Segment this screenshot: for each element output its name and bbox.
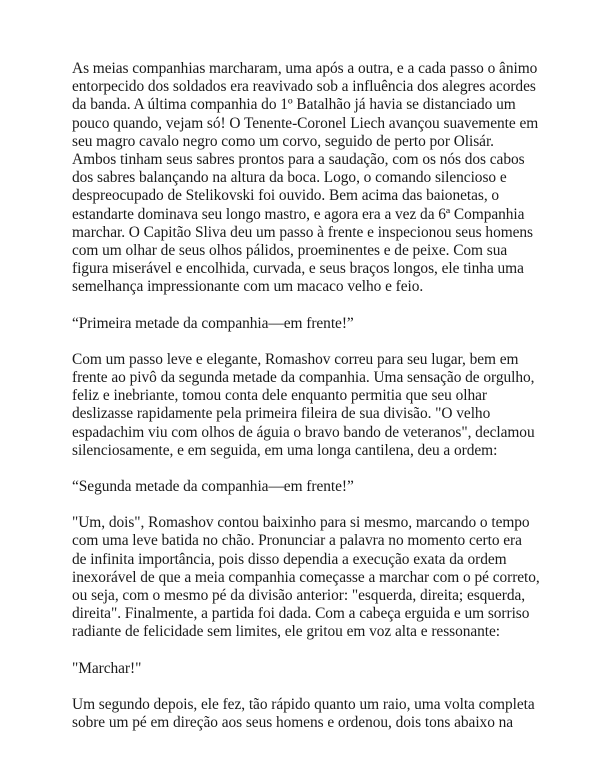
paragraph-3: Com um passo leve e elegante, Romashov correu para seu lugar, bem em frente ao pivô da segunda metade da companhia. Uma sensação de orgulho, feliz e inebriante, tomou conta dele enquanto permitia que seu olhar deslizasse rapidamente pela primeira fileira de sua divisão. "O velho espadachim viu com olhos de águia o bravo bando de veteranos", declamou silenciosamente, e em seguida, em uma longa cantilena, deu a ordem: <box>72 350 535 459</box>
document-page <box>72 60 540 750</box>
paragraph-7: Um segundo depois, ele fez, tão rápido quanto um raio, uma volta completa sobre um pé em direção aos seus homens e ordenou, dois tons abaixo na <box>72 695 535 732</box>
paragraph-1: As meias companhias marcharam, uma após a outra, e a cada passo o ânimo entorpecido dos soldados era reavivado sob a influência dos alegres acordes da banda. A última companhia do 1º Batalhão já havia se distanciado um pouco quando, vejam só! O Tenente-Coronel Liech avançou suavemente em seu magro cavalo negro como um corvo, seguido de perto por Olisár. Ambos tinham seus sabres prontos para a saudação, com os nós dos cabos dos sabres balançando na altura da boca. Logo, o comando silencioso e despreocupado de Stelikovski foi ouvido. Bem acima das baionetas, o estandarte dominava seu longo mastro, e agora era a vez da 6ª Companhia marchar. O Capitão Sliva deu um passo à frente e inspecionou seus homens com um olhar de seus olhos pálidos, proeminentes e de peixe. Com sua figura miserável e encolhida, curvada, e seus braços longos, ele tinha uma semelhança impressionante com um macaco velho e feio. <box>72 60 539 296</box>
paragraph-4: “Segunda metade da companhia—em frente!” <box>72 478 354 496</box>
paragraph-2: “Primeira metade da companhia—em frente!” <box>72 314 354 332</box>
paragraph-6: "Marchar!" <box>72 659 142 677</box>
paragraph-5: "Um, dois", Romashov contou baixinho para si mesmo, marcando o tempo com uma leve batida no chão. Pronunciar a palavra no momento certo era de infinita importância, pois disso dependia a execução exata da ordem inexorável de que a meia companhia começasse a marchar com o pé correto, ou seja, com o mesmo pé da divisão anterior: "esquerda, direita; esquerda, direita". Finalmente, a partida foi dada. Com a cabeça erguida e um sorriso radiante de felicidade sem limites, ele gritou em voz alta e ressonante: <box>72 514 540 641</box>
